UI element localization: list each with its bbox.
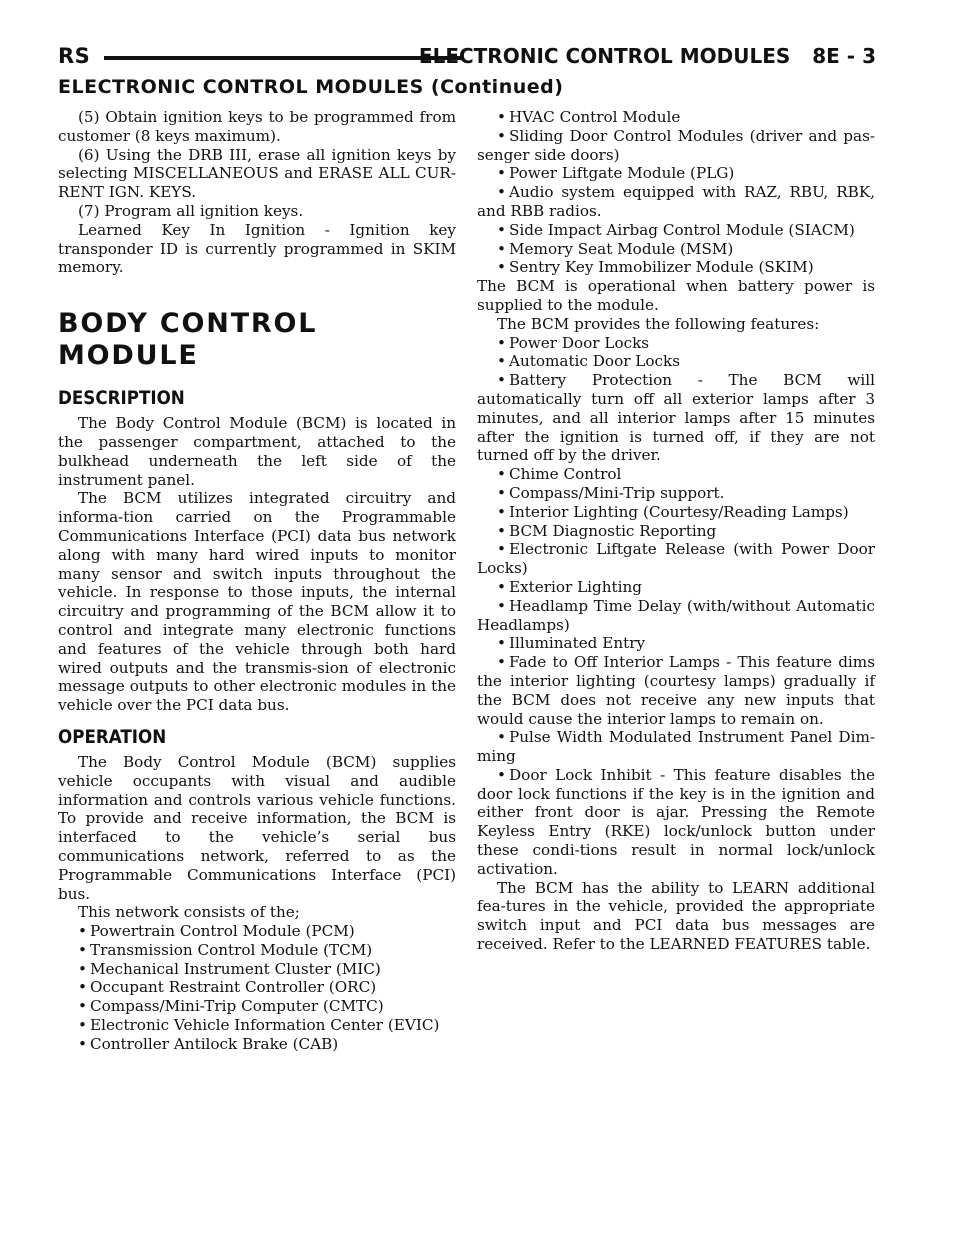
learn-paragraph: The BCM has the ability to LEARN additional fea-tures in the vehicle, provided the appropriate switch input and PCI data bus messages are received. Refer to the LEARNED FEATURES table. (477, 878, 875, 954)
bullet-icon: • (497, 634, 506, 653)
list-item: Controller Antilock Brake (CAB) (90, 1034, 339, 1053)
bullet-icon: • (78, 922, 87, 941)
bullet-icon: • (497, 728, 506, 747)
feature-bullet (477, 465, 875, 484)
list-item: Chime Control (509, 465, 622, 484)
feature-bullet (477, 334, 875, 353)
network-bullet (477, 240, 875, 259)
bullet-icon: • (78, 997, 87, 1016)
bullet-icon: • (497, 126, 506, 145)
bullet-icon: • (78, 940, 87, 959)
feature-bullet (477, 653, 875, 728)
feature-bullet (477, 352, 875, 371)
list-item: Powertrain Control Module (PCM) (90, 922, 355, 941)
bullet-icon: • (497, 521, 506, 540)
list-item: Exterior Lighting (509, 577, 643, 596)
feature-bullet (477, 634, 875, 653)
list-item: Automatic Door Locks (509, 352, 681, 371)
bullet-icon: • (497, 653, 506, 672)
list-item: Occupant Restraint Controller (ORC) (90, 978, 377, 997)
left-column (58, 108, 456, 1054)
list-item: Battery Protection - The BCM will automatically turn off all exterior lamps after 3 minutes, and all interior lamps after 15 minutes after the ignition is turned off, if they are not turned off by the driver. (477, 371, 875, 465)
list-item: Illuminated Entry (509, 634, 646, 653)
list-item: Audio system equipped with RAZ, RBU, RBK, and RBB radios. (477, 183, 875, 220)
heading-operation: OPERATION (58, 725, 167, 748)
heading-body-control-module: BODY CONTROL MODULE (58, 308, 318, 372)
list-item: Pulse Width Modulated Instrument Panel Dim-ming (477, 728, 875, 766)
bullet-icon: • (497, 164, 506, 183)
list-item: Sliding Door Control Modules (driver and pas-senger side doors) (477, 126, 875, 164)
network-bullet (58, 1016, 456, 1035)
feature-bullet (477, 371, 875, 465)
list-item: Transmission Control Module (TCM) (90, 940, 373, 959)
bullet-icon: • (497, 239, 506, 258)
network-bullet (477, 108, 875, 127)
bullet-icon: • (497, 220, 506, 239)
feature-bullet (477, 522, 875, 541)
section-continued-title: ELECTRONIC CONTROL MODULES (Continued) (58, 76, 564, 98)
bullet-icon: • (497, 540, 506, 559)
feature-bullet (477, 766, 875, 879)
list-item: Memory Seat Module (MSM) (509, 239, 734, 258)
network-bullet (477, 127, 875, 165)
heading-description: DESCRIPTION (58, 387, 185, 410)
network-bullet (477, 164, 875, 183)
list-item: Sentry Key Immobilizer Module (SKIM) (509, 258, 814, 277)
list-item: HVAC Control Module (509, 108, 681, 126)
list-item: Power Door Locks (509, 333, 650, 352)
network-bullet (58, 960, 456, 979)
bullet-icon: • (497, 352, 506, 371)
header-manual-code: RS (58, 44, 91, 68)
network-bullet (477, 183, 875, 221)
network-bullet (58, 978, 456, 997)
list-item: Interior Lighting (Courtesy/Reading Lamps) (509, 502, 849, 521)
feature-bullet (477, 728, 875, 766)
network-bullet (58, 997, 456, 1016)
feature-bullet (477, 540, 875, 578)
description-paragraph: The BCM utilizes integrated circuitry and informa-tion carried on the Programmable Communications Interface (PCI) data bus network along with many hard wired inputs to monitor many sensor and switch inputs throughout the vehicle. In response to those inputs, the internal circuitry and programming of the BCM allow it to control and integrate many electronic functions and features of the vehicle through both hard wired outputs and the transmis-sion of electronic message outputs to other electronic modules in the vehicle over the PCI data bus. (58, 489, 456, 715)
network-bullet (477, 221, 875, 240)
page-header (58, 42, 876, 76)
step-5: (5) Obtain ignition keys to be programmed from customer (8 keys maximum). (58, 108, 456, 145)
feature-bullet (477, 484, 875, 503)
feature-bullet (477, 578, 875, 597)
list-item: Side Impact Airbag Control Module (SIACM) (509, 220, 855, 239)
bullet-icon: • (497, 108, 506, 126)
list-item: Electronic Vehicle Information Center (EVIC) (90, 1016, 440, 1035)
network-bullet (58, 1035, 456, 1054)
network-bullet (477, 258, 875, 277)
header-section-title: ELECTRONIC CONTROL MODULES (418, 44, 791, 68)
bullet-icon: • (497, 371, 506, 390)
header-title (419, 44, 876, 68)
list-item: Compass/Mini-Trip Computer (CMTC) (90, 997, 384, 1016)
features-intro: The BCM provides the following features: (497, 314, 820, 333)
bullet-icon: • (497, 333, 506, 352)
description-paragraph: The Body Control Module (BCM) is located in the passenger compartment, attached to the bulkhead underneath the left side of the instrument panel. (58, 414, 456, 489)
list-item: Door Lock Inhibit - This feature disables the door lock functions if the key is in the ignition and either front door is ajar. Pressing the Remote Keyless Entry (RKE) lock/unlock button under these condi-tions result in normal lock/unlock activation. (477, 765, 875, 878)
bullet-icon: • (497, 465, 506, 484)
bullet-icon: • (497, 596, 506, 615)
list-item: Fade to Off Interior Lamps - This feature dims the interior lighting (courtesy lamps) gradually if the BCM does not receive any new inputs that would cause the interior lamps to remain on. (477, 653, 875, 728)
page-number: 8E - 3 (812, 44, 876, 68)
feature-bullet (477, 503, 875, 522)
network-bullet (58, 922, 456, 941)
bullet-icon: • (497, 483, 506, 502)
bullet-icon: • (78, 978, 87, 997)
feature-bullet (477, 597, 875, 635)
operational-paragraph: The BCM is operational when battery power is supplied to the module. (477, 277, 875, 314)
bullet-icon: • (497, 183, 506, 202)
list-item: Electronic Liftgate Release (with Power Door Locks) (477, 540, 875, 578)
operation-paragraph: This network consists of the; (78, 903, 300, 922)
list-item: Power Liftgate Module (PLG) (509, 164, 735, 183)
right-column (477, 108, 875, 954)
step-6: (6) Using the DRB III, erase all ignition keys by selecting MISCELLANEOUS and ERASE ALL CUR-RENT IGN. KEYS. (58, 145, 456, 202)
list-item: Headlamp Time Delay (with/without Automatic Headlamps) (477, 596, 875, 634)
bullet-icon: • (497, 258, 506, 277)
bullet-icon: • (78, 1016, 87, 1035)
bullet-icon: • (497, 577, 506, 596)
list-item: Compass/Mini-Trip support. (509, 483, 725, 502)
operation-paragraph: The Body Control Module (BCM) supplies vehicle occupants with visual and audible information and controls various vehicle functions. To provide and receive information, the BCM is interfaced to the vehicle’s serial bus communications network, referred to as the Programmable Communications Interface (PCI) bus. (58, 752, 456, 903)
header-rule (104, 56, 461, 60)
bullet-icon: • (497, 765, 506, 784)
network-bullet (58, 941, 456, 960)
list-item: BCM Diagnostic Reporting (509, 521, 717, 540)
learned-key-note: Learned Key In Ignition - Ignition key transponder ID is currently programmed in SKIM memory. (58, 220, 456, 277)
bullet-icon: • (497, 502, 506, 521)
bullet-icon: • (78, 1034, 87, 1053)
bullet-icon: • (78, 959, 87, 978)
step-7: (7) Program all ignition keys. (78, 201, 304, 220)
list-item: Mechanical Instrument Cluster (MIC) (90, 959, 381, 978)
